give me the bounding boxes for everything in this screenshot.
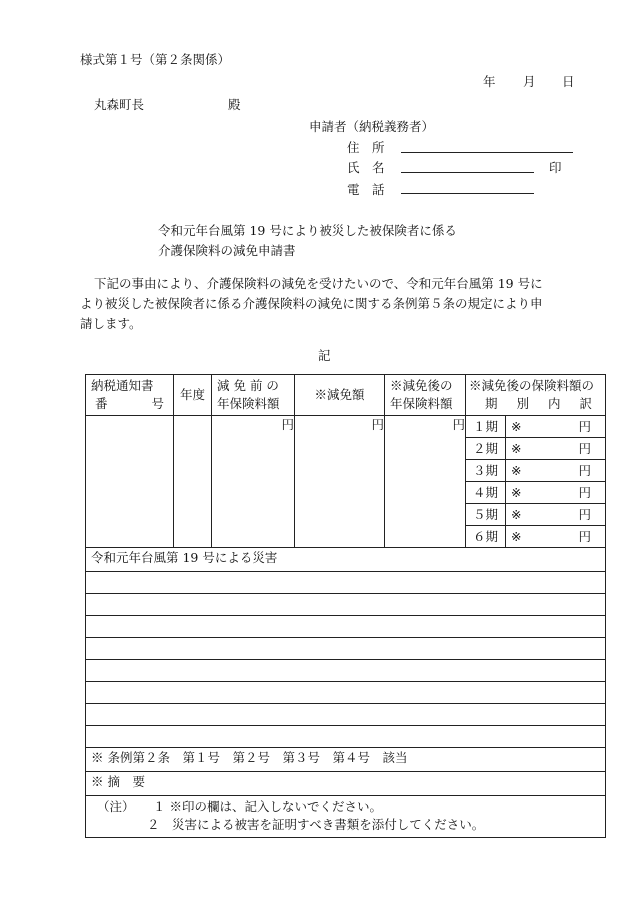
phone-field[interactable] — [401, 193, 534, 194]
period-amount-cell[interactable]: ※ 円 — [506, 438, 606, 460]
body-line2: より被災した被保険者に係る介護保険料の減免に関する条例第５条の規定により申 — [80, 296, 543, 311]
summary-row: ※ 摘 要 — [86, 772, 606, 796]
note-2: ２ 災害による被害を証明すべき書類を添付してください。 — [147, 817, 485, 832]
yen-unit: 円 — [452, 417, 465, 432]
reduction-amount-cell[interactable] — [295, 416, 385, 548]
phone-label: 電 話 — [347, 182, 385, 197]
period-label: ５期 — [466, 504, 506, 526]
header-notice-number: 納税通知書 番 号 — [86, 375, 174, 416]
address-field[interactable] — [401, 152, 573, 153]
period-label: ３期 — [466, 460, 506, 482]
period-amount-cell[interactable]: ※ 円 — [506, 416, 606, 438]
date-month-label: 月 — [523, 74, 536, 89]
header-reduction-amount: ※減免額 — [295, 375, 385, 416]
premium-before-cell[interactable] — [212, 416, 295, 548]
notes-cell — [86, 796, 606, 838]
disaster-line[interactable] — [86, 704, 606, 726]
application-table — [85, 374, 606, 838]
disaster-line[interactable] — [86, 572, 606, 594]
name-label: 氏 名 — [347, 160, 385, 175]
disaster-line[interactable] — [86, 660, 606, 682]
addressee-honorific: 殿 — [228, 97, 241, 112]
note-label: （注） — [97, 799, 135, 814]
date-year-label: 年 — [483, 74, 496, 89]
body-line1: 下記の事由により、介護保険料の減免を受けたいので、令和元年台風第 19 号に — [94, 276, 543, 291]
premium-after-cell[interactable] — [385, 416, 466, 548]
disaster-line[interactable] — [86, 594, 606, 616]
disaster-line[interactable] — [86, 682, 606, 704]
header-period-breakdown: ※減免後の保険料額の 期 別 内 訳 — [466, 375, 606, 416]
period-label: ２期 — [466, 438, 506, 460]
doc-title-line2: 介護保険料の減免申請書 — [158, 243, 296, 258]
applicant-title: 申請者（納税義務者） — [309, 119, 435, 134]
period-amount-cell[interactable]: ※ 円 — [506, 526, 606, 548]
note-1: １ ※印の欄は、記入しないでください。 — [153, 799, 382, 814]
period-label: ４期 — [466, 482, 506, 504]
period-amount-cell[interactable]: ※ 円 — [506, 460, 606, 482]
disaster-heading-cell: 令和元年台風第 19 号による災害 — [86, 548, 606, 572]
disaster-line[interactable] — [86, 616, 606, 638]
disaster-line[interactable] — [86, 726, 606, 748]
addressee: 丸森町長 — [94, 97, 145, 112]
date-day-label: 日 — [562, 74, 575, 89]
body-line3: 請します。 — [80, 316, 142, 331]
doc-title-line1: 令和元年台風第 19 号により被災した被保険者に係る — [158, 223, 457, 238]
period-amount-cell[interactable]: ※ 円 — [506, 482, 606, 504]
form-number: 様式第１号（第２条関係） — [80, 52, 231, 67]
name-field[interactable] — [401, 172, 534, 173]
period-label: ６期 — [466, 526, 506, 548]
header-premium-after: ※減免後の 年保険料額 — [385, 375, 466, 416]
address-label: 住 所 — [347, 140, 385, 155]
seal-mark: 印 — [549, 160, 562, 175]
yen-unit: 円 — [371, 417, 384, 432]
clause-row: ※ 条例第２条 第１号 第２号 第３号 第４号 該当 — [86, 748, 606, 772]
ki-heading: 記 — [318, 348, 331, 363]
header-fiscal-year: 年度 — [174, 375, 212, 416]
period-label: １期 — [466, 416, 506, 438]
period-amount-cell[interactable]: ※ 円 — [506, 504, 606, 526]
disaster-line[interactable] — [86, 638, 606, 660]
header-premium-before: 減 免 前 の 年保険料額 — [212, 375, 295, 416]
yen-unit: 円 — [281, 417, 294, 432]
notice-number-cell[interactable] — [86, 416, 174, 548]
fiscal-year-cell[interactable] — [174, 416, 212, 548]
